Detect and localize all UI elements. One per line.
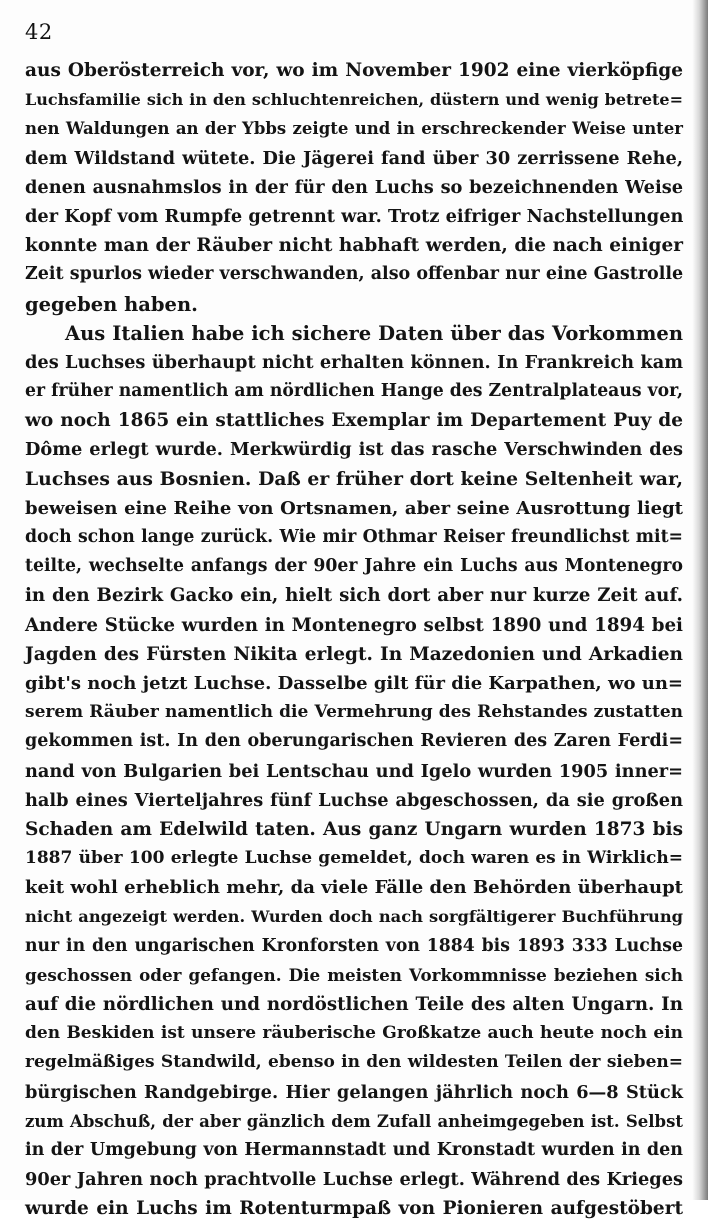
text-line: Luchses aus Bosnien. Daß er früher dort keine Seltenheit war, — [25, 467, 683, 490]
text-line: geschossen oder gefangen. Die meisten Vorkommnisse beziehen sich — [25, 964, 683, 985]
text-line: zum Abschuß, der aber gänzlich dem Zufall anheimgegeben ist. Selbst — [25, 1111, 683, 1131]
text-line: 90er Jahren noch prachtvolle Luchse erlegt. Während des Krieges — [25, 1169, 683, 1191]
text-line: gibt's noch jetzt Luchse. Dasselbe gilt für die Karpathen, wo un= — [25, 672, 683, 694]
text-line: denen ausnahmslos in der für den Luchs so bezeichnenden Weise — [25, 176, 683, 198]
text-line: nand von Bulgarien bei Lentschau und Igelo wurden 1905 inner= — [25, 760, 683, 782]
text-line: Dôme erlegt wurde. Merkwürdig ist das rasche Verschwinden des — [25, 439, 683, 461]
text-line: gegeben haben. — [25, 292, 198, 316]
text-line: er früher namentlich am nördlichen Hange des Zentralplateaus vor, — [25, 381, 683, 402]
text-line: regelmäßiges Standwild, ebenso in den wildesten Teilen der sieben= — [25, 1052, 683, 1073]
text-line: dem Wildstand wütete. Die Jägerei fand über 30 zerrissene Rehe, — [25, 147, 683, 169]
text-line: keit wohl erheblich mehr, da viele Fälle den Behörden überhaupt — [25, 877, 683, 899]
text-line: bürgischen Randgebirge. Hier gelangen jährlich noch 6—8 Stück — [25, 1081, 683, 1103]
text-line: des Luchses überhaupt nicht erhalten können. In Frankreich kam — [25, 351, 683, 373]
paragraph-start-line: Aus Italien habe ich sichere Daten über das Vorkommen — [65, 321, 683, 345]
text-line: auf die nördlichen und nordöstlichen Teile des alten Ungarn. In — [25, 994, 683, 1015]
text-line: der Kopf vom Rumpfe getrennt war. Trotz eifriger Nachstellungen — [25, 205, 684, 227]
page-edge-shadow — [692, 0, 708, 1200]
text-line: beweisen eine Reihe von Ortsnamen, aber seine Ausrottung liegt — [25, 497, 683, 519]
text-line: Schaden am Edelwild taten. Aus ganz Ungarn wurden 1873 bis — [25, 818, 683, 840]
text-line: nicht angezeigt werden. Wurden doch nach sorgfältigerer Buchführung — [25, 907, 683, 927]
text-line: aus Oberösterreich vor, wo im November 1902 eine vierköpfige — [25, 60, 683, 81]
text-line: nur in den ungarischen Kronforsten von 1884 bis 1893 333 Luchse — [25, 935, 683, 956]
text-line: Jagden des Fürsten Nikita erlegt. In Mazedonien und Arkadien — [25, 643, 683, 665]
text-line: nen Waldungen an der Ybbs zeigte und in erschreckender Weise unter — [25, 119, 683, 139]
text-line: teilte, wechselte anfangs der 90er Jahre ein Luchs aus Montenegro — [25, 556, 683, 577]
text-line: Andere Stücke wurden in Montenegro selbst 1890 und 1894 bei — [25, 614, 683, 636]
text-line: serem Räuber namentlich die Vermehrung des Rehstandes zustatten — [25, 702, 683, 723]
text-line: Zeit spurlos wieder verschwanden, also offenbar nur eine Gastrolle — [25, 264, 684, 285]
text-line: den Beskiden ist unsere räuberische Großkatze auch heute noch ein — [25, 1023, 683, 1044]
text-line: Luchsfamilie sich in den schluchtenreichen, düstern und wenig betrete= — [25, 90, 683, 110]
text-line: doch schon lange zurück. Wie mir Othmar Reiser freundlichst mit= — [25, 527, 683, 547]
text-line: wo noch 1865 ein stattliches Exemplar im Departement Puy de — [25, 410, 683, 432]
text-line: in den Bezirk Gacko ein, hielt sich dort aber nur kurze Zeit auf. — [25, 585, 683, 607]
text-line: 1887 über 100 erlegte Luchse gemeldet, doch waren es in Wirklich= — [25, 848, 683, 869]
page-number: 42 — [25, 20, 53, 44]
text-line: konnte man der Räuber nicht habhaft werden, die nach einiger — [25, 235, 683, 257]
text-line: wurde ein Luchs im Rotenturmpaß von Pionieren aufgestöbert — [25, 1198, 683, 1220]
text-line: gekommen ist. In den oberungarischen Revieren des Zaren Ferdi= — [25, 731, 683, 752]
text-line: in der Umgebung von Hermannstadt und Kronstadt wurden in den — [25, 1139, 683, 1160]
body-text — [25, 56, 683, 1224]
text-line: halb eines Vierteljahres fünf Luchse abgeschossen, da sie großen — [25, 789, 683, 811]
